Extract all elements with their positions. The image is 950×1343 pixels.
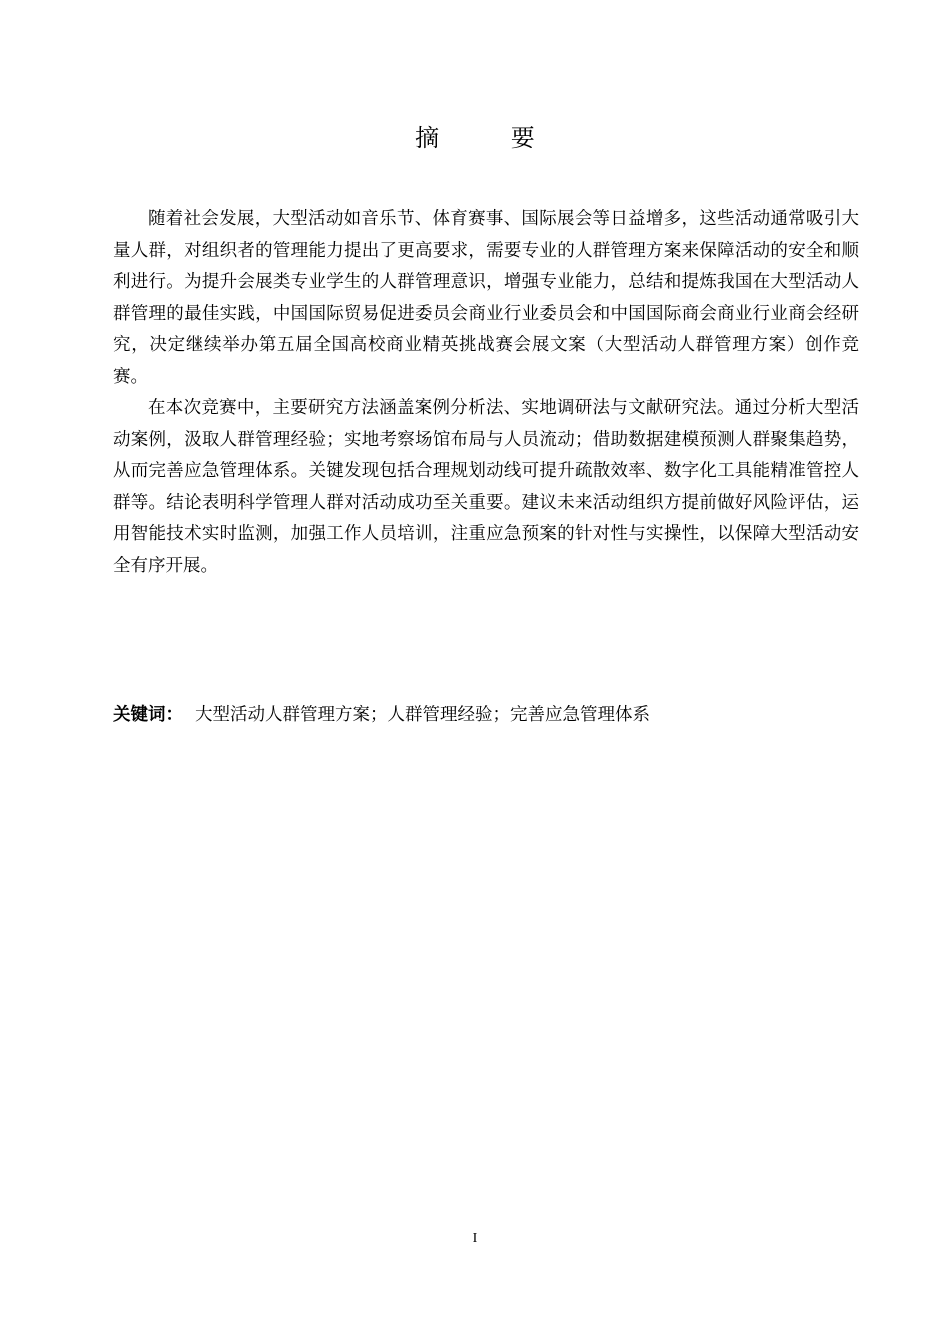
keywords-line <box>113 700 859 730</box>
abstract-paragraph-2: 在本次竞赛中，主要研究方法涵盖案例分析法、实地调研法与文献研究法。通过分析大型活动案例，汲取人群管理经验；实地考察场馆布局与人员流动；借助数据建模预测人群聚集趋势，从而完善应急管理体系。关键发现包括合理规划动线可提升疏散效率、数字化工具能精准管控人群等。结论表明科学管理人群对活动成功至关重要。建议未来活动组织方提前做好风险评估，运用智能技术实时监测，加强工作人员培训，注重应急预案的针对性与实操性，以保障大型活动安全有序开展。 <box>113 398 859 576</box>
abstract-paragraph-1: 随着社会发展，大型活动如音乐节、体育赛事、国际展会等日益增多，这些活动通常吸引大量人群，对组织者的管理能力提出了更高要求，需要专业的人群管理方案来保障活动的安全和顺利进行。为提升会展类专业学生的人群管理意识，增强专业能力，总结和提炼我国在大型活动人群管理的最佳实践，中国国际贸易促进委员会商业行业委员会和中国国际商会商业行业商会经研究，决定继续举办第五届全国高校商业精英挑战赛会展文案（大型活动人群管理方案）创作竞赛。 <box>113 209 859 387</box>
keywords-label: 关键词： <box>113 705 183 725</box>
page-number: I <box>472 1231 478 1246</box>
abstract-body <box>113 204 859 582</box>
keywords-text: 大型活动人群管理方案；人群管理经验；完善应急管理体系 <box>195 705 650 725</box>
abstract-title: 摘 要 <box>415 124 567 152</box>
